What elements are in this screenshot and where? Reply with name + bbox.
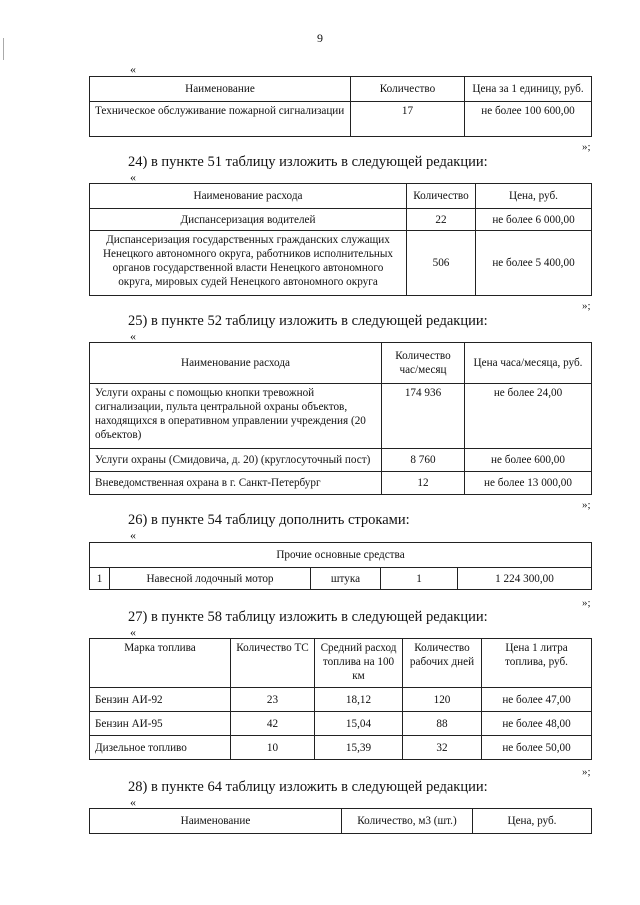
header-cell: Цена, руб.	[476, 184, 592, 209]
table-fixed-assets	[89, 542, 592, 590]
header-cell: Цена за 1 единицу, руб.	[465, 77, 592, 102]
table-header-row	[90, 343, 592, 384]
quote-open: «	[130, 170, 136, 184]
header-cell: Количество	[407, 184, 476, 209]
table-row	[90, 736, 592, 760]
table-cell: 1	[90, 568, 110, 590]
table-cell: 506	[407, 231, 476, 296]
table-cell: 22	[407, 209, 476, 231]
table-fuel	[89, 638, 592, 760]
table-row	[90, 712, 592, 736]
table-cell: не более 50,00	[482, 736, 592, 760]
table-cell: Дизельное топливо	[90, 736, 231, 760]
table-row	[90, 209, 592, 231]
table-cell: не более 24,00	[465, 384, 592, 449]
header-cell: Количество час/месяц	[382, 343, 465, 384]
table-security	[89, 342, 592, 495]
table-items	[89, 808, 592, 834]
table-cell: 1	[381, 568, 458, 590]
quote-close: »;	[582, 300, 591, 312]
header-cell: Цена часа/месяца, руб.	[465, 343, 592, 384]
header-cell: Марка топлива	[90, 639, 231, 688]
table-cell: 8 760	[382, 449, 465, 472]
heading-27: 27) в пункте 58 таблицу изложить в следующей редакции:	[128, 609, 488, 625]
table-row	[90, 568, 592, 590]
header-cell: Количество, м3 (шт.)	[342, 809, 473, 834]
table-cell: 32	[403, 736, 482, 760]
table-cell: 10	[231, 736, 315, 760]
table-cell: 42	[231, 712, 315, 736]
table-cell: Услуги охраны (Смидовича, д. 20) (круглосуточный пост)	[90, 449, 382, 472]
table-cell: 15,39	[315, 736, 403, 760]
header-cell: Цена, руб.	[473, 809, 592, 834]
group-title-cell: Прочие основные средства	[90, 543, 592, 568]
table-row	[90, 472, 592, 495]
header-cell: Цена 1 литра топлива, руб.	[482, 639, 592, 688]
table-cell: 88	[403, 712, 482, 736]
quote-close: »;	[582, 499, 591, 511]
header-cell: Наименование	[90, 77, 351, 102]
quote-close: »;	[582, 766, 591, 778]
header-cell: Средний расход топлива на 100 км	[315, 639, 403, 688]
heading-24: 24) в пункте 51 таблицу изложить в следующей редакции:	[128, 154, 488, 170]
page-number: 9	[317, 31, 323, 45]
quote-open: «	[130, 528, 136, 542]
header-cell: Количество	[351, 77, 465, 102]
table-header-row	[90, 77, 592, 102]
table-row	[90, 231, 592, 296]
table-header-row	[90, 639, 592, 688]
header-cell: Количество ТС	[231, 639, 315, 688]
table-cell: 23	[231, 688, 315, 712]
table-cell: Услуги охраны с помощью кнопки тревожной сигнализации, пульта центральной охраны объектов, находящихся в оперативном управлении учреждения (20 объектов)	[90, 384, 382, 449]
quote-close: »;	[582, 141, 591, 153]
header-cell: Наименование расхода	[90, 343, 382, 384]
table-cell: не более 5 400,00	[476, 231, 592, 296]
quote-open: «	[130, 795, 136, 809]
header-cell: Наименование расхода	[90, 184, 407, 209]
table-cell: Диспансеризация государственных гражданских служащих Ненецкого автономного округа, работников исполнительных органов государственной власти Ненецкого автономного округа, мировых судей Ненецкого автономного округа	[90, 231, 407, 296]
table-cell: не более 47,00	[482, 688, 592, 712]
table-cell: 174 936	[382, 384, 465, 449]
table-row	[90, 384, 592, 449]
table-cell: Навесной лодочный мотор	[110, 568, 311, 590]
table-cell: не более 100 600,00	[465, 102, 592, 137]
table-cell: 1 224 300,00	[458, 568, 592, 590]
table-cell: штука	[311, 568, 381, 590]
table-cell: Техническое обслуживание пожарной сигнализации	[90, 102, 351, 137]
table-medical-exam	[89, 183, 592, 296]
table-row	[90, 449, 592, 472]
table-cell: 18,12	[315, 688, 403, 712]
table-row	[90, 102, 592, 137]
table-cell: Бензин АИ-92	[90, 688, 231, 712]
header-cell: Наименование	[90, 809, 342, 834]
header-cell: Количество рабочих дней	[403, 639, 482, 688]
table-cell: 120	[403, 688, 482, 712]
table-cell: не более 13 000,00	[465, 472, 592, 495]
heading-28: 28) в пункте 64 таблицу изложить в следующей редакции:	[128, 779, 488, 795]
heading-25: 25) в пункте 52 таблицу изложить в следующей редакции:	[128, 313, 488, 329]
table-cell: Бензин АИ-95	[90, 712, 231, 736]
quote-open: «	[130, 329, 136, 343]
table-header-row	[90, 809, 592, 834]
table-fire-alarm	[89, 76, 592, 137]
table-cell: не более 48,00	[482, 712, 592, 736]
table-cell: 12	[382, 472, 465, 495]
quote-open: «	[130, 625, 136, 639]
quote-open: «	[130, 62, 136, 76]
quote-close: »;	[582, 597, 591, 609]
table-cell: не более 600,00	[465, 449, 592, 472]
table-cell: не более 6 000,00	[476, 209, 592, 231]
heading-26: 26) в пункте 54 таблицу дополнить строками:	[128, 512, 410, 528]
table-group-row	[90, 543, 592, 568]
table-cell: Вневедомственная охрана в г. Санкт-Петербург	[90, 472, 382, 495]
table-cell: Диспансеризация водителей	[90, 209, 407, 231]
table-row	[90, 688, 592, 712]
table-header-row	[90, 184, 592, 209]
table-cell: 15,04	[315, 712, 403, 736]
table-cell: 17	[351, 102, 465, 137]
